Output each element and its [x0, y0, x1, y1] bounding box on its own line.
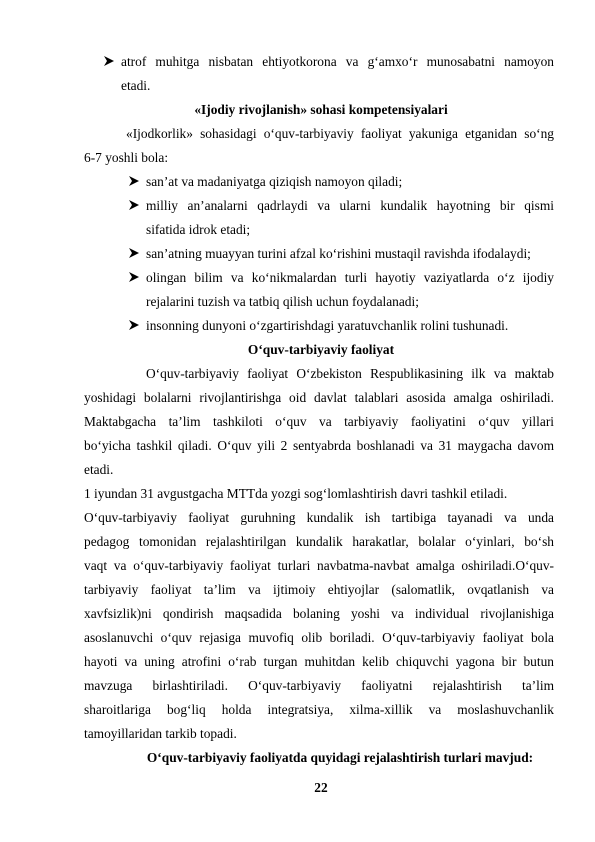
section-heading: O‘quv-tarbiyaviy faoliyatda quyidagi rejalashtirish turlari mavjud:: [146, 750, 534, 765]
paragraph-line: Maktabgacha ta’lim tashkiloti o‘quv va tarbiyaviy faoliyatini o‘quv yillari: [84, 414, 554, 429]
bullet-text-line: rejalarini tuzish va tatbiq qilish uchun foydalanadi;: [146, 294, 419, 309]
bullet-text-line: san’atning muayyan turini afzal ko‘rishini mustaqil ravishda ifodalaydi;: [146, 246, 531, 261]
bullet-text-line: sifatida idrok etadi;: [146, 222, 251, 237]
paragraph-line: mavzuga birlashtiriladi. O‘quv-tarbiyaviy faoliyatni rejalashtirish ta’lim: [84, 678, 554, 693]
bullet-text-line: insonning dunyoni o‘zgartirishdagi yaratuvchanlik rolini tushunadi.: [146, 318, 509, 333]
bullet-text-line: milliy an’analarni qadrlaydi va ularni kundalik hayotning bir qismi: [146, 198, 554, 213]
arrowhead-bullet-icon: [128, 271, 140, 283]
paragraph-line: tamoyillaridan tarkib topadi.: [84, 726, 237, 741]
arrowhead-bullet-icon: [128, 199, 140, 211]
paragraph-line: yoshidagi bolalarni rivojlantirishga oid davlat talablari asosida amalga oshiriladi.: [84, 390, 554, 405]
bullet-text-line: atrof muhitga nisbatan ehtiyotkorona va g‘amxo‘r munosabatni namoyon: [121, 54, 554, 69]
paragraph-line: hayoti va uning atrofini o‘rab turgan muhitdan kelib chiquvchi yagona bir butun: [84, 654, 554, 669]
paragraph-line: O‘quv-tarbiyaviy faoliyat O‘zbekiston Respublikasining ilk va maktab: [146, 366, 554, 381]
paragraph-line: pedagog tomonidan rejalashtirilgan kundalik harakatlar, bolalar o‘yinlari, bo‘sh: [84, 534, 554, 549]
paragraph-line: sharoitlariga bog‘liq holda integratsiya, xilma-xillik va moslashuvchanlik: [84, 702, 554, 717]
arrowhead-bullet-icon: [128, 175, 140, 187]
intro-line: «Ijodkorlik» sohasidagi o‘quv-tarbiyaviy faoliyat yakuniga etganidan so‘ng: [126, 126, 554, 141]
paragraph-line: O‘quv-tarbiyaviy faoliyat guruhning kundalik ish tartibiga tayanadi va unda: [84, 510, 554, 525]
bullet-text-line: etadi.: [121, 78, 151, 93]
paragraph-line: asoslanuvchi o‘quv rejasiga muvofiq olib boriladi. O‘quv-tarbiyaviy faoliyat bola: [84, 630, 554, 645]
arrowhead-bullet-icon: [128, 319, 140, 331]
arrowhead-bullet-icon: [128, 247, 140, 259]
arrowhead-bullet-icon: [103, 55, 115, 67]
page-number: 22: [314, 780, 328, 795]
paragraph-line: bo‘yicha tashkil qiladi. O‘quv yili 2 sentyabrda boshlanadi va 31 maygacha davom: [84, 438, 554, 453]
paragraph-line: tarbiyaviy faoliyat ta’lim va ijtimoiy ehtiyojlar (salomatlik, ovqatlanish va: [84, 582, 554, 597]
section-heading: «Ijodiy rivojlanish» sohasi kompetensiyalari: [194, 102, 448, 117]
paragraph-line: etadi.: [84, 462, 114, 477]
paragraph-line: xavfsizlik)ni qondirish maqsadida bolaning yoshi va individual rivojlanishiga: [84, 606, 554, 621]
bullet-text-line: olingan bilim va ko‘nikmalardan turli hayotiy vaziyatlarda o‘z ijodiy: [146, 270, 554, 285]
intro-line: 6-7 yoshli bola:: [84, 150, 169, 165]
paragraph-line: 1 iyundan 31 avgustgacha MTTda yozgi sog‘lomlashtirish davri tashkil etiladi.: [84, 486, 508, 501]
bullet-text-line: san’at va madaniyatga qiziqish namoyon qiladi;: [146, 174, 403, 189]
section-heading: O‘quv-tarbiyaviy faoliyat: [247, 342, 395, 357]
paragraph-line: vaqt va o‘quv-tarbiyaviy faoliyat turlari navbatma-navbat amalga oshiriladi.O‘quv-: [84, 558, 554, 573]
